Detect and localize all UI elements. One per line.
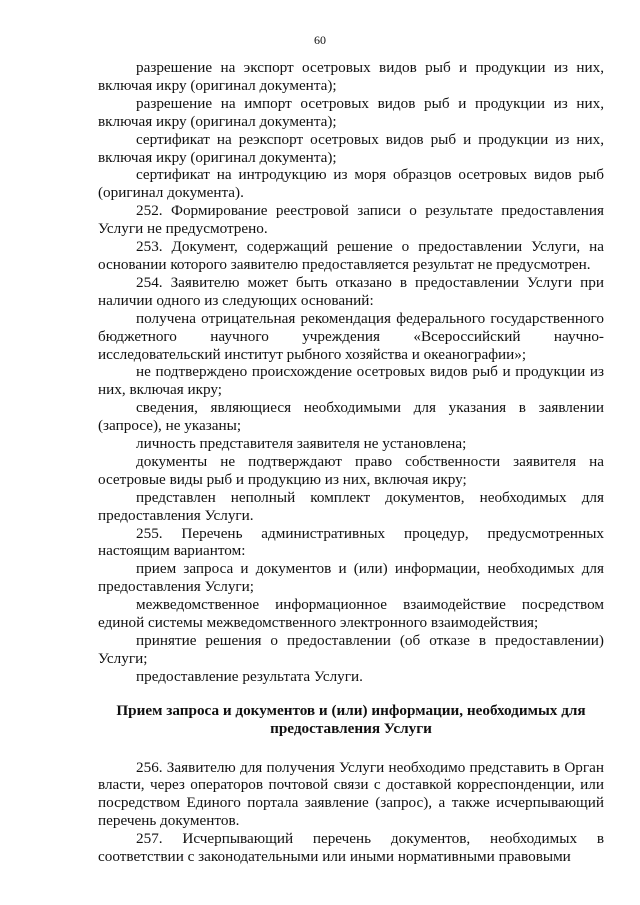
section-heading: Прием запроса и документов и (или) информации, необходимых для предоставления Услуги [116,701,586,737]
paragraph: сведения, являющиеся необходимыми для указания в заявлении (запросе), не указаны; [98,399,604,435]
paragraph: представлен неполный комплект документов, необходимых для предоставления Услуги. [98,488,604,524]
paragraph: не подтверждено происхождение осетровых видов рыб и продукции из них, включая икру; [98,363,604,399]
document-body [98,59,604,866]
paragraph: документы не подтверждают право собственности заявителя на осетровые виды рыб и продукцию из них, включая икру; [98,452,604,488]
paragraph-254: 254. Заявителю может быть отказано в предоставлении Услуги при наличии одного из следующих оснований: [98,273,604,309]
paragraph: сертификат на реэкспорт осетровых видов рыб и продукции из них, включая икру (оригинал документа); [98,130,604,166]
paragraph: предоставление результата Услуги. [136,667,363,685]
paragraph: получена отрицательная рекомендация федерального государственного бюджетного научного учреждения «Всероссийский научно-исследовательский институт рыбного хозяйства и океанографии»; [98,309,604,363]
paragraph: разрешение на экспорт осетровых видов рыб и продукции из них, включая икру (оригинал документа); [98,59,604,94]
paragraph-253: 253. Документ, содержащий решение о предоставлении Услуги, на основании которого заявителю предоставляется результат не предусмотрен. [98,238,604,273]
paragraph: личность представителя заявителя не установлена; [136,435,467,453]
paragraph-252: 252. Формирование реестровой записи о результате предоставления Услуги не предусмотрено. [98,202,604,238]
paragraph-255: 255. Перечень административных процедур, предусмотренных настоящим вариантом: [98,524,604,560]
paragraph: сертификат на интродукцию из моря образцов осетровых видов рыб (оригинал документа). [98,166,604,202]
page-number: 60 [314,33,326,47]
paragraph-257: 257. Исчерпывающий перечень документов, необходимых в соответствии с законодательными или иными нормативными правовыми [98,830,604,866]
paragraph: межведомственное информационное взаимодействие посредством единой системы межведомственного электронного взаимодействия; [98,596,604,632]
paragraph: принятие решения о предоставлении (об отказе в предоставлении) Услуги; [98,632,604,667]
paragraph-256: 256. Заявителю для получения Услуги необходимо представить в Орган власти, через операторов почтовой связи с доставкой корреспонденции, или посредством Единого портала заявление (запрос), а также исчерпывающий перечень документов. [98,758,604,830]
paragraph: прием запроса и документов и (или) информации, необходимых для предоставления Услуги; [98,560,604,596]
paragraph: разрешение на импорт осетровых видов рыб и продукции из них, включая икру (оригинал документа); [98,94,604,130]
